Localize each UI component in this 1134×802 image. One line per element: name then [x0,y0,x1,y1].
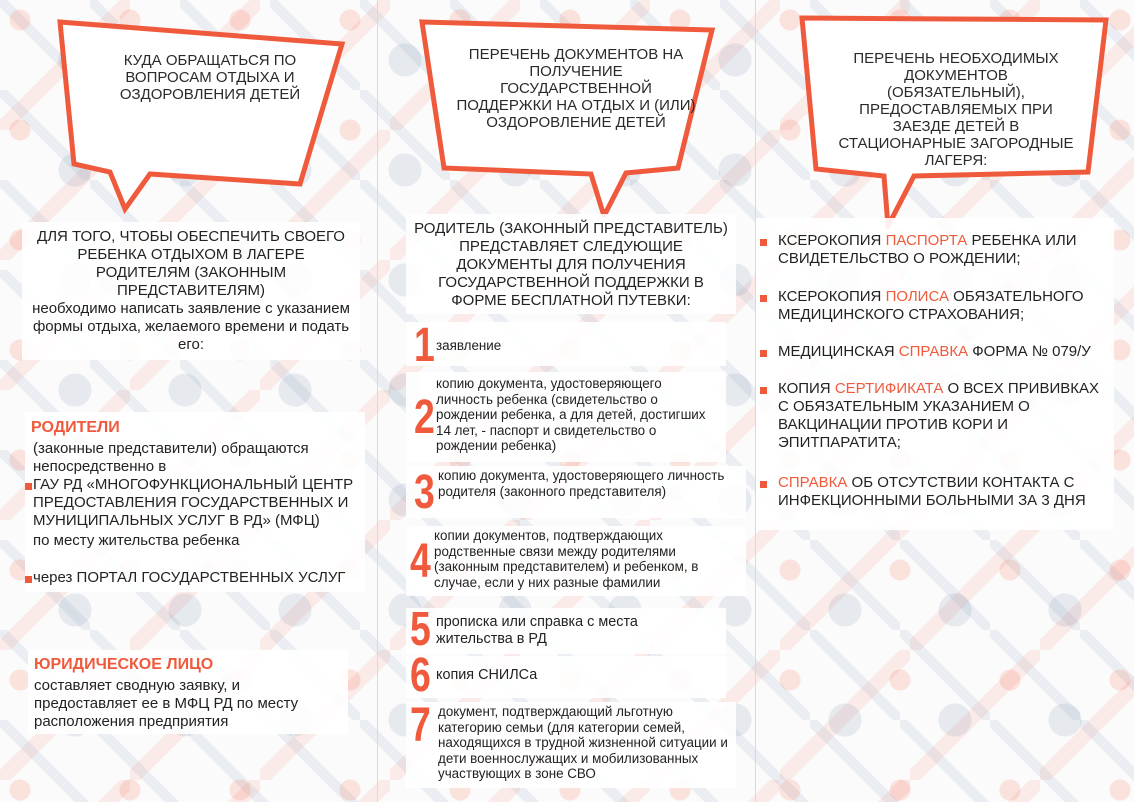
item-number: 4 [410,535,431,588]
bubble-title: ПЕРЕЧЕНЬ ДОКУМЕНТОВ НА ПОЛУЧЕНИЕ ГОСУДАРСТВЕННОЙ ПОДДЕРЖКИ НА ОТДЫХ И (ИЛИ) ОЗДОРОВЛЕНИЕ ДЕТЕЙ [456,46,696,131]
bullet-marker [25,483,32,490]
item-number: 6 [410,649,431,702]
parents-text-1: (законные представители) обращаются непосредственно в [33,440,309,475]
speech-bubble [796,14,1116,229]
bullet-marker [760,481,767,488]
item-text: КОПИЯ СЕРТИФИКАТА О ВСЕХ ПРИВИВКАХ С ОБЯЗАТЕЛЬНЫМ УКАЗАНИЕМ О ВАКЦИНАЦИИ ПРОТИВ КОРИ И ЭПИТПАРАТИТА; [778,380,1099,451]
item-text: КСЕРОКОПИЯ ПОЛИСА ОБЯЗАТЕЛЬНОГО МЕДИЦИНСКОГО СТРАХОВАНИЯ; [778,288,1084,323]
speech-bubble [50,14,350,214]
speech-bubble [416,18,726,218]
documents-list [406,318,746,798]
intro-upper-text: ДЛЯ ТОГО, ЧТОБЫ ОБЕСПЕЧИТЬ СВОЕГО РЕБЕНКА ОТДЫХОМ В ЛАГЕРЕ РОДИТЕЛЯМ (ЗАКОННЫМ ПРЕДСТАВИТЕЛЯМ) [37,228,345,299]
bubble-title: КУДА ОБРАЩАТЬСЯ ПО ВОПРОСАМ ОТДЫХА И ОЗДОРОВЛЕНИЯ ДЕТЕЙ [119,52,301,103]
support-intro-block [406,214,736,314]
list-item [406,372,726,462]
intro-lower-text: необходимо написать заявление с указанием формы отдыха, желаемого времени и подать его: [32,300,350,353]
item-text: копия СНИЛСа [436,667,538,683]
legal-text: составляет сводную заявку, и предоставляет ее в МФЦ РД по месту расположения предприятия [34,677,299,730]
bullet-marker [760,350,767,357]
support-intro-text: РОДИТЕЛЬ (ЗАКОННЫЙ ПРЕДСТАВИТЕЛЬ) ПРЕДСТАВЛЯЕТ СЛЕДУЮЩИЕ ДОКУМЕНТЫ ДЛЯ ПОЛУЧЕНИЯ ГОСУДАРСТВЕННОЙ ПОДДЕРЖКИ В ФОРМЕ БЕСПЛАТНОЙ ПУТЕВКИ: [414,220,728,309]
item-number: 2 [414,391,435,444]
bullet-marker [760,295,767,302]
parents-text-2: ГАУ РД «МНОГОФУНКЦИОНАЛЬНЫЙ ЦЕНТР ПРЕДОСТАВЛЕНИЯ ГОСУДАРСТВЕННЫХ И МУНИЦИПАЛЬНЫХ УСЛУГ В РД» (МФЦ) [33,476,354,529]
item-text: копию документа, удостоверяющего личность ребенка (свидетельство о рождении ребенка, а для детей, достигших 14 лет, - паспорт и свидетельство о рождении ребенка) [436,376,706,453]
item-text: документ, подтверждающий льготную категорию семьи (для категории семей, находящихся в трудной жизненной ситуации и дети военнослужащих и мобилизованных участвующих в зоне СВО [438,704,728,781]
item-highlight: СЕРТИФИКАТА [834,380,944,397]
intro-block [22,222,360,360]
bullet-marker [760,387,767,394]
list-item [406,466,746,518]
item-text: МЕДИЦИНСКАЯ СПРАВКА ФОРМА № 079/У [778,343,1091,360]
item-number: 7 [410,699,431,752]
parents-text-3: по месту жительства ребенка [33,532,240,549]
bubble-title: ПЕРЕЧЕНЬ НЕОБХОДИМЫХ ДОКУМЕНТОВ (ОБЯЗАТЕЛЬНЫЙ), ПРЕДОСТАВЛЯЕМЫХ ПРИ ЗАЕЗДЕ ДЕТЕЙ В СТАЦИОНАРНЫЕ ЗАГОРОДНЫЕ ЛАГЕРЯ: [838,50,1074,169]
list-item [406,603,726,656]
item-number: 5 [410,603,431,656]
bullet-marker [25,576,32,583]
panel-where-to-apply [0,0,378,802]
item-number: 3 [414,466,435,519]
item-number: 1 [414,319,435,372]
item-text: СПРАВКА ОБ ОТСУТСТВИИ КОНТАКТА С ИНФЕКЦИОННЫМИ БОЛЬНЫМИ ЗА 3 ДНЯ [778,474,1086,509]
legal-entity-block [28,650,348,734]
list-item [406,319,726,372]
list-item [406,649,726,702]
item-highlight: СПРАВКА [898,343,969,360]
parents-heading: РОДИТЕЛИ [31,419,120,436]
parents-block [25,412,365,592]
speech-bubble-shape [50,14,350,214]
panel-support-documents [378,0,756,802]
item-text: прописка или справка с места жительства в РД [436,614,638,647]
list-item [406,526,746,596]
bullet-marker [760,239,767,246]
list-item [406,699,736,788]
item-text: копию документа, удостоверяющего личность родителя (законного представителя) [438,468,725,499]
item-highlight: СПРАВКА [778,474,848,491]
legal-heading: ЮРИДИЧЕСКОЕ ЛИЦО [34,656,214,673]
item-text: копии документов, подтверждающих родственные связи между родителями (законным представителем) и ребенком, в случае, если у них разные фамилии [434,528,699,590]
panel-required-documents [756,0,1134,802]
required-documents-list [756,218,1114,530]
portal-text: через ПОРТАЛ ГОСУДАРСТВЕННЫХ УСЛУГ [33,569,346,586]
item-text: заявление [436,338,502,353]
item-highlight: ПОЛИСА [885,288,949,305]
item-highlight: ПАСПОРТА [885,232,968,249]
item-text: КСЕРОКОПИЯ ПАСПОРТА РЕБЕНКА ИЛИ СВИДЕТЕЛЬСТВО О РОЖДЕНИИ; [778,232,1077,267]
